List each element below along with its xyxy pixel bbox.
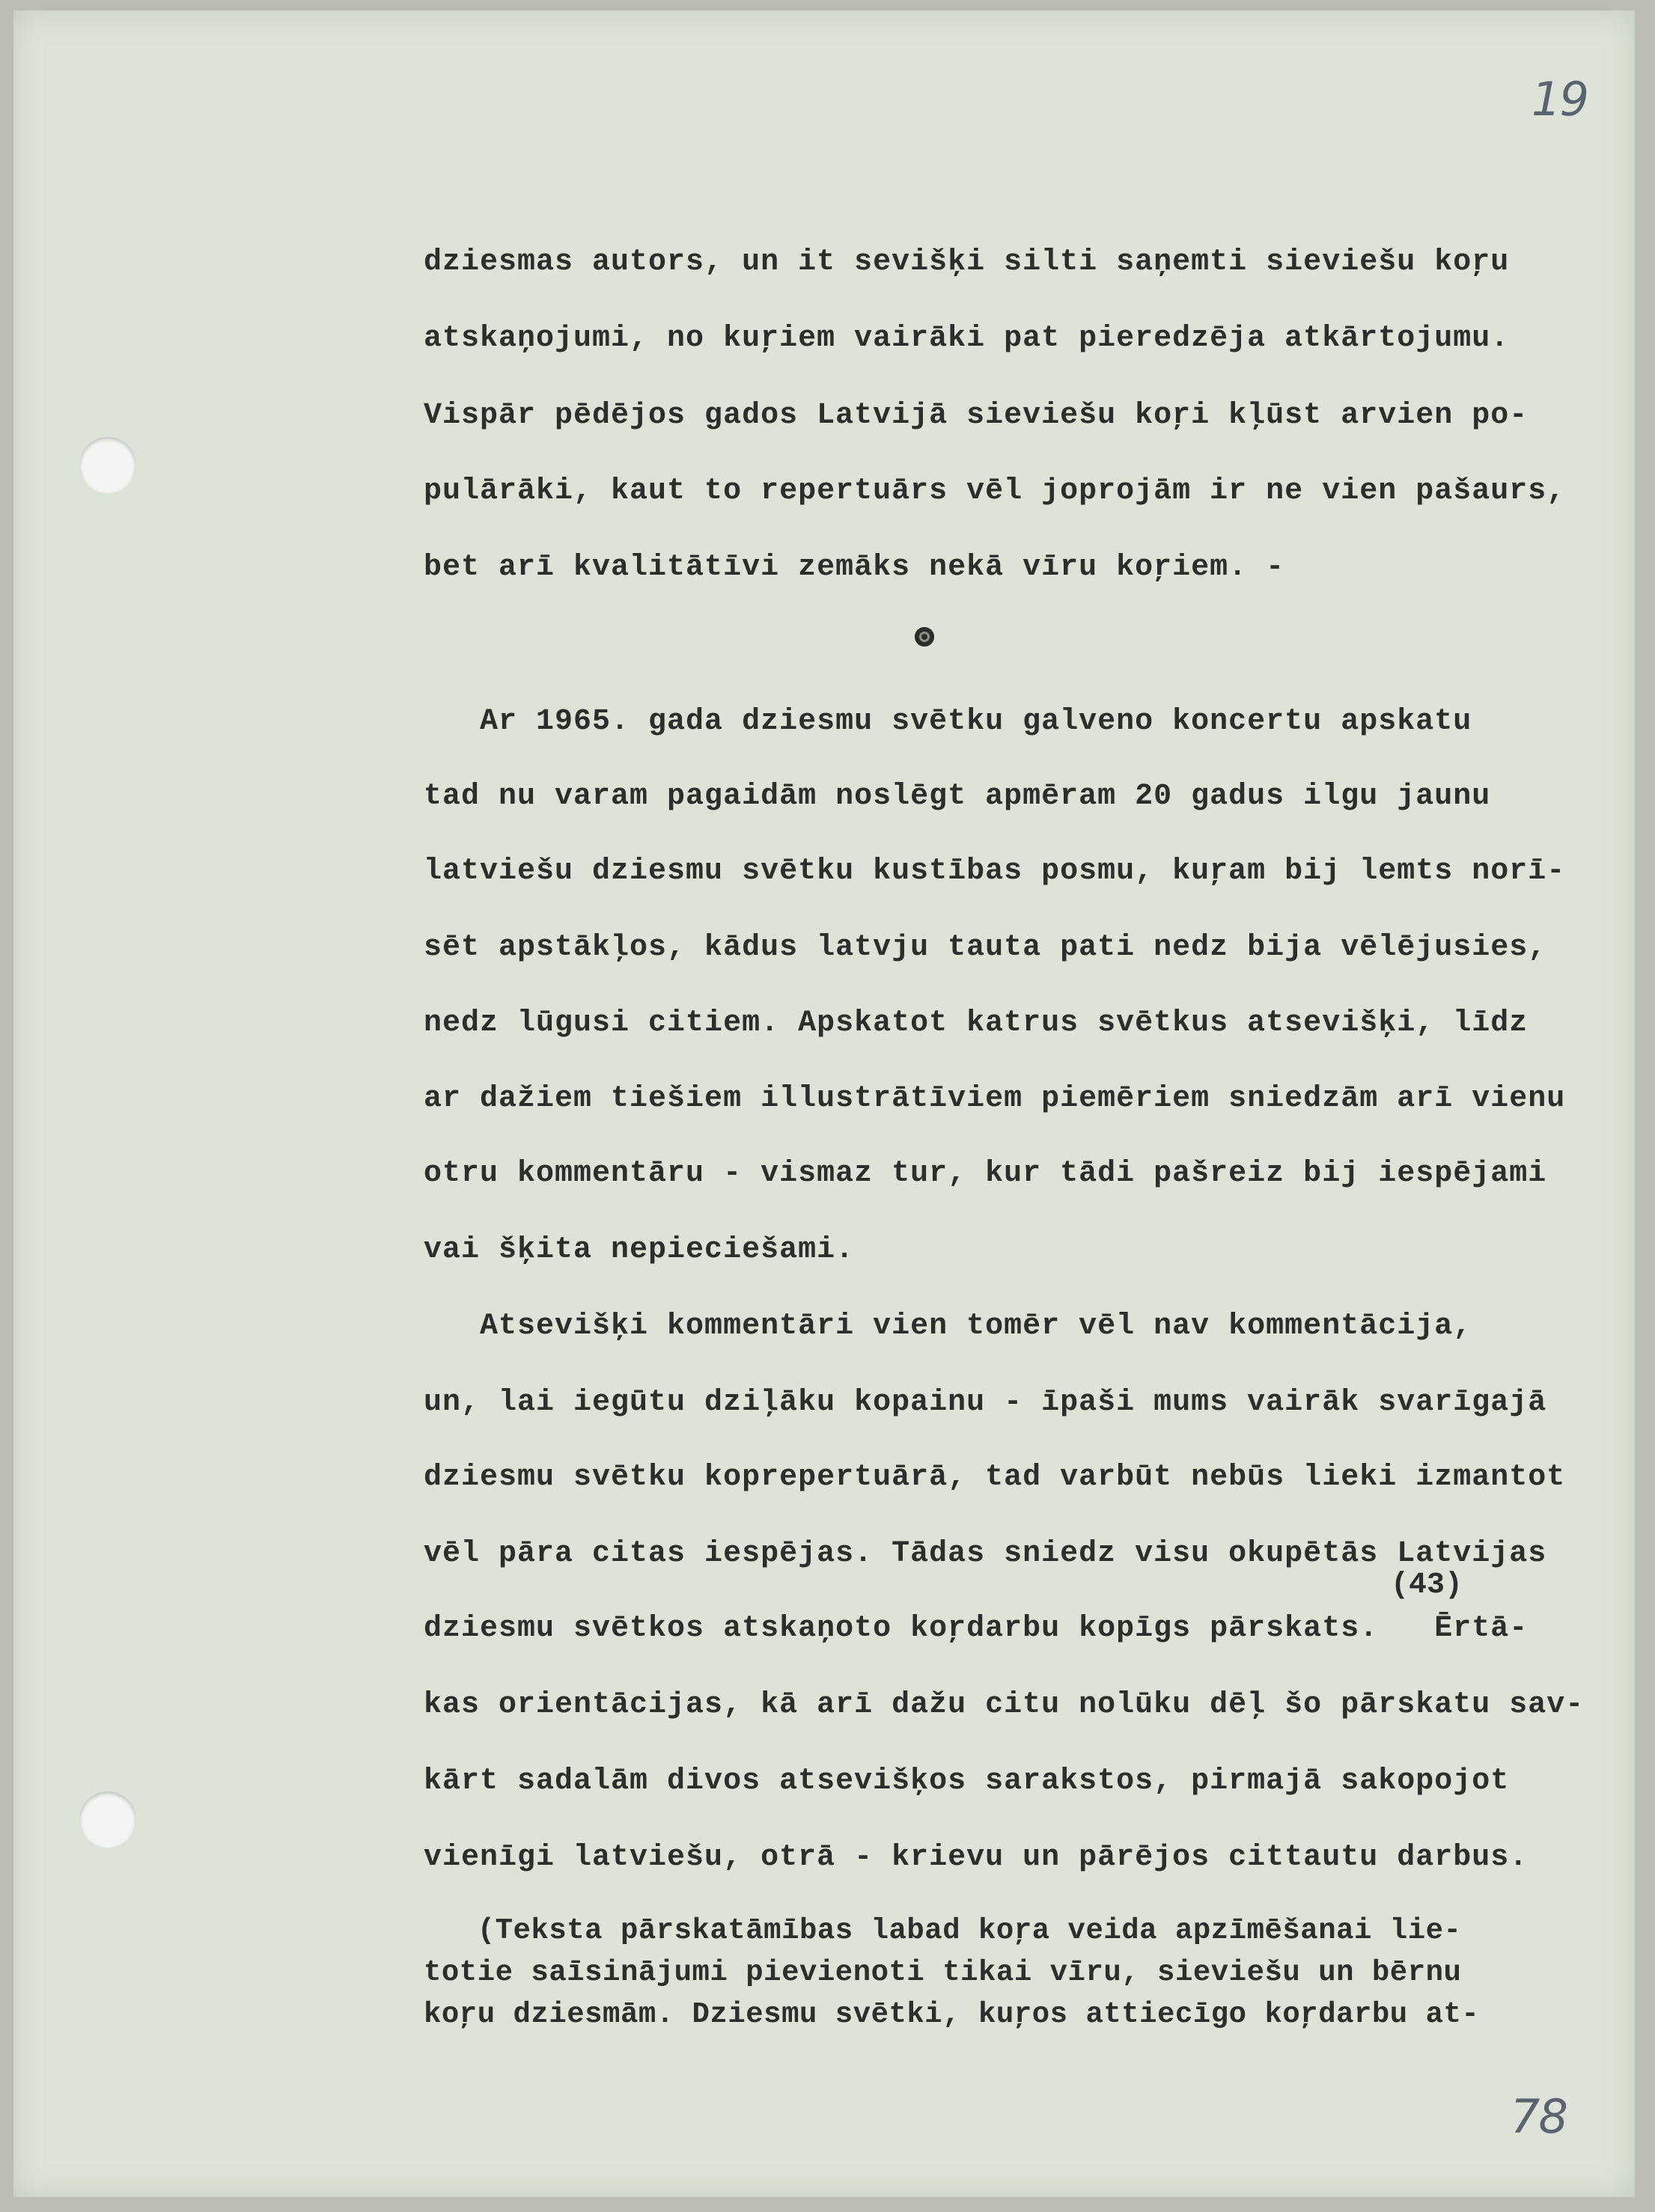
- punch-hole-upper: [79, 437, 136, 494]
- text-line: tad nu varam pagaidām noslēgt apmēram 20 gadus ilgu jaunu: [424, 780, 1491, 813]
- text-line: Atsevišķi kommentāri vien tomēr vēl nav kommentācija,: [424, 1310, 1472, 1343]
- text-line: totie saīsinājumi pievienoti tikai vīru, sieviešu un bērnu: [424, 1956, 1462, 1989]
- text-line: dziesmas autors, un it sevišķi silti saņemti sieviešu koŗu: [424, 245, 1510, 279]
- text-line: sēt apstākļos, kādus latvju tauta pati nedz bija vēlējusies,: [424, 931, 1547, 965]
- text-line: nedz lūgusi citiem. Apskatot katrus svētkus atsevišķi, līdz: [424, 1006, 1528, 1040]
- text-line: dziesmu svētkos atskaņoto koŗdarbu kopīgs pārskats. Ērtā-: [424, 1612, 1528, 1646]
- page-number-bottom: 78: [1511, 2089, 1567, 2144]
- punch-hole-lower: [79, 1791, 136, 1848]
- text-line: kas orientācijas, kā arī dažu citu nolūku dēļ šo pārskatu sav-: [424, 1688, 1585, 1722]
- text-line: ar dažiem tiešiem illustrātīviem piemēriem sniedzām arī vienu: [424, 1082, 1566, 1116]
- text-line: dziesmu svētku koprepertuārā, tad varbūt nebūs lieki izmantot: [424, 1461, 1566, 1494]
- footnote-reference: (43): [1391, 1568, 1463, 1602]
- text-line: koŗu dziesmām. Dziesmu svētki, kuŗos attiecīgo koŗdarbu at-: [424, 1998, 1480, 2031]
- text-line: vai šķita nepieciešami.: [424, 1233, 855, 1267]
- text-line: kārt sadalām divos atsevišķos sarakstos, pirmajā sakopojot: [424, 1765, 1510, 1798]
- text-line: bet arī kvalitātīvi zemāks nekā vīru koŗiem. -: [424, 551, 1285, 584]
- text-line: un, lai iegūtu dziļāku kopainu - īpaši mums vairāk svarīgajā: [424, 1386, 1547, 1420]
- text-line: pulārāki, kaut to repertuārs vēl joprojām ir ne vien pašaurs,: [424, 474, 1566, 508]
- text-line: (Teksta pārskatāmības labad koŗa veida apzīmēšanai lie-: [424, 1914, 1462, 1947]
- bullet-ornament-icon: [915, 627, 934, 647]
- page-number-top: 19: [1531, 72, 1588, 126]
- text-line: atskaņojumi, no kuŗiem vairāki pat pieredzēja atkārtojumu.: [424, 322, 1510, 355]
- text-line: Ar 1965. gada dziesmu svētku galveno koncertu apskatu: [424, 705, 1472, 739]
- text-line: otru kommentāru - vismaz tur, kur tādi pašreiz bij iespējami: [424, 1157, 1547, 1191]
- text-line: vēl pāra citas iespējas. Tādas sniedz visu okupētās Latvijas: [424, 1537, 1547, 1571]
- text-line: Vispār pēdējos gados Latvijā sieviešu koŗi kļūst arvien po-: [424, 399, 1528, 433]
- text-line: latviešu dziesmu svētku kustības posmu, kuŗam bij lemts norī-: [424, 855, 1566, 888]
- text-line: vienīgi latviešu, otrā - krievu un pārējos cittautu darbus.: [424, 1841, 1528, 1875]
